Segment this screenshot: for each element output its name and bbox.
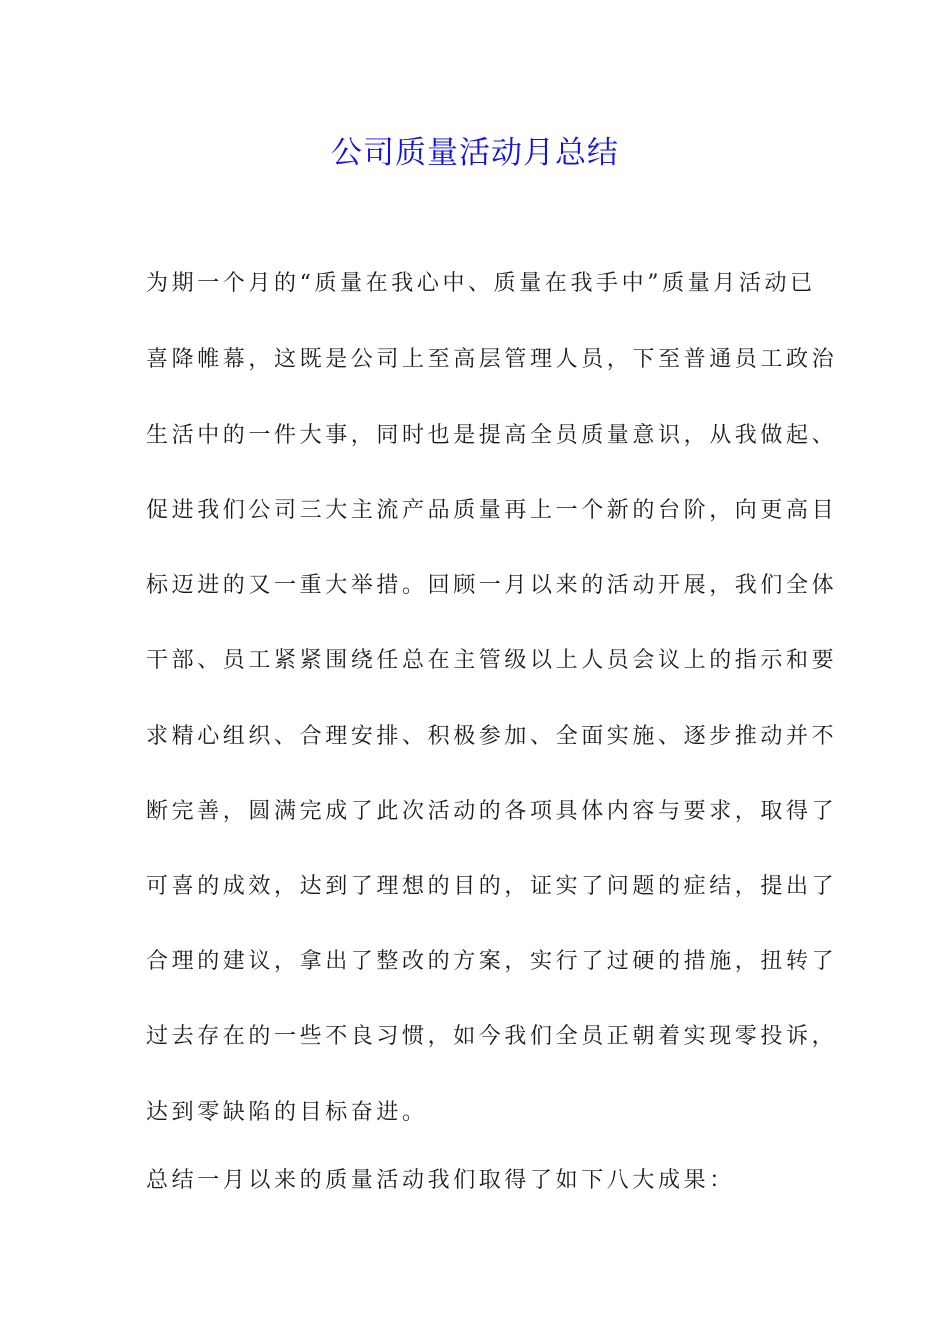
- paragraph-line: 喜降帷幕，这既是公司上至高层管理人员，下至普通员工政治: [146, 347, 838, 372]
- paragraph-line: 求精心组织、合理安排、积极参加、全面实施、逐步推动并不: [146, 724, 838, 749]
- paragraph-line: 合理的建议，拿出了整改的方案，实行了过硬的措施，扭转了: [146, 949, 838, 974]
- paragraph-summary: 总结一月以来的质量活动我们取得了如下八大成果：: [146, 1168, 735, 1193]
- paragraph-line: 为期一个月的“质量在我心中、质量在我手中”质量月活动已: [146, 271, 816, 296]
- paragraph-line: 达到零缺陷的目标奋进。: [146, 1100, 428, 1125]
- paragraph-line: 标迈进的又一重大举措。回顾一月以来的活动开展，我们全体: [146, 573, 838, 598]
- document-title: 公司质量活动月总结: [331, 135, 619, 171]
- paragraph-line: 生活中的一件大事，同时也是提高全员质量意识，从我做起、: [146, 423, 838, 448]
- paragraph-line: 干部、员工紧紧围绕任总在主管级以上人员会议上的指示和要: [146, 648, 838, 673]
- paragraph-line: 可喜的成效，达到了理想的目的，证实了问题的症结，提出了: [146, 874, 838, 899]
- paragraph-line: 断完善，圆满完成了此次活动的各项具体内容与要求，取得了: [146, 799, 838, 824]
- paragraph-line: 过去存在的一些不良习惯，如今我们全员正朝着实现零投诉，: [146, 1024, 838, 1049]
- paragraph-line: 促进我们公司三大主流产品质量再上一个新的台阶，向更高目: [146, 498, 838, 523]
